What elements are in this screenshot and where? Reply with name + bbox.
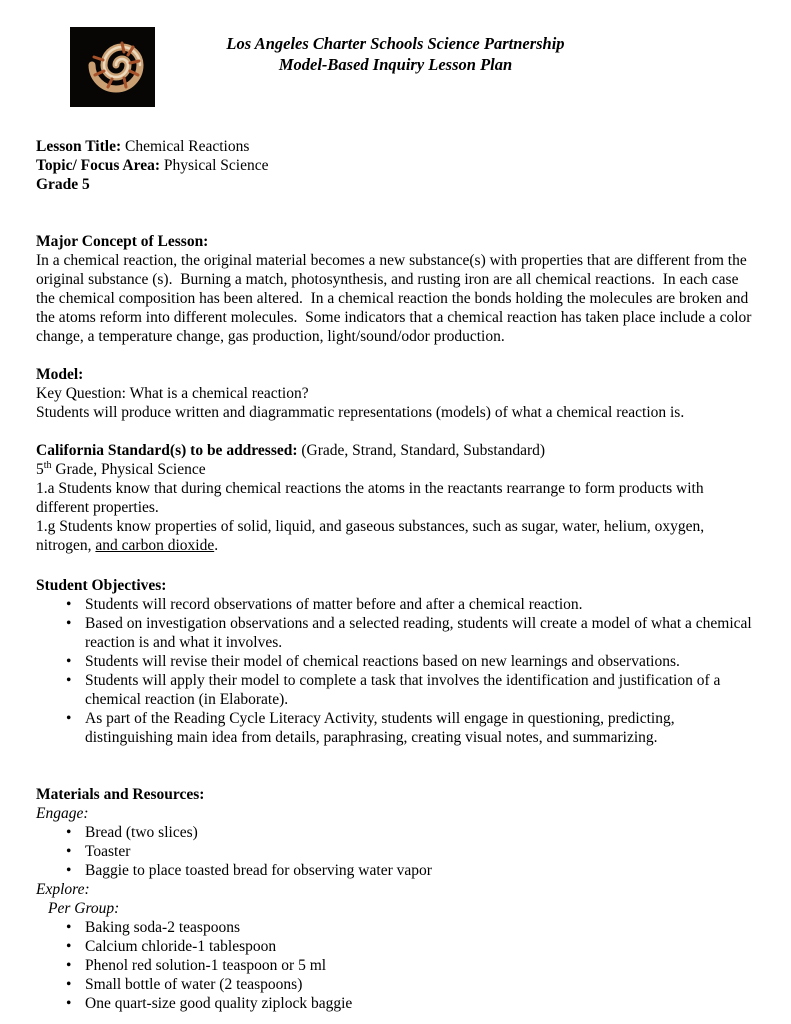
grade-rest: Grade, Physical Science (51, 461, 206, 478)
grade-number: 5 (36, 461, 44, 478)
document-header (36, 0, 755, 107)
section-standards (36, 441, 755, 555)
material-item: • Calcium chloride-1 tablespoon (64, 937, 755, 956)
grade-line: Grade 5 (36, 176, 90, 193)
nautilus-shell-image (70, 27, 155, 107)
material-item: • Small bottle of water (2 teaspoons) (64, 975, 755, 994)
topic-value: Physical Science (163, 157, 269, 174)
grade-ordinal: th (43, 459, 52, 471)
objectives-label: Student Objectives: (36, 577, 167, 594)
objective-item: • Students will revise their model of chemical reactions based on new learnings and observations. (64, 652, 755, 671)
standard-1g-underlined: and carbon dioxide (95, 537, 215, 554)
lesson-title-value: Chemical Reactions (125, 138, 250, 155)
standard-1a: 1.a Students know that during chemical reactions the atoms in the reactants rearrange to form products with different properties. (36, 480, 704, 516)
material-item: • Phenol red solution-1 teaspoon or 5 ml (64, 956, 755, 975)
topic-line (36, 156, 755, 175)
objective-item: • Students will record observations of matter before and after a chemical reaction. (64, 595, 755, 614)
section-student-objectives (36, 576, 755, 747)
material-item: • Bread (two slices) (64, 823, 755, 842)
standards-label-line (36, 441, 755, 460)
per-group-label: Per Group: (48, 900, 120, 917)
standards-label: California Standard(s) to be addressed: (36, 442, 298, 459)
section-major-concept (36, 232, 755, 346)
explore-label: Explore: (36, 881, 90, 898)
standards-grade-line (36, 460, 755, 479)
model-description: Students will produce written and diagrammatic representations (models) of what a chemical reaction is. (36, 404, 685, 421)
major-concept-paragraph: In a chemical reaction, the original material becomes a new substance(s) with properties that are different from the original substance (s). Burning a match, photosynthesis, and rusting iron are all chemical reactions. In each case the chemical composition has been altered. In a chemical reaction the bonds holding the molecules are broken and the atoms reform into different molecules. Some indicators that a chemical reaction has taken place include a color change, a temperature change, gas production, light/sound/odor production. (36, 252, 756, 345)
engage-label: Engage: (36, 805, 89, 822)
material-item: • Baggie to place toasted bread for observing water vapor (64, 861, 755, 880)
standard-1g (36, 517, 755, 555)
material-item: • One quart-size good quality ziplock baggie (64, 994, 755, 1013)
title-line-2: Model-Based Inquiry Lesson Plan (278, 55, 513, 74)
lesson-meta (36, 137, 755, 194)
standard-1g-prefix: 1.g Students know properties of solid, liquid, and gaseous substances, such as sugar, water, helium, oxygen, nitrogen, (36, 518, 705, 554)
topic-label: Topic/ Focus Area: (36, 157, 161, 174)
standards-label-note: (Grade, Strand, Standard, Substandard) (301, 442, 546, 459)
title-line-1: Los Angeles Charter Schools Science Partnership (226, 34, 565, 53)
materials-label: Materials and Resources: (36, 786, 205, 803)
section-model (36, 365, 755, 422)
model-label: Model: (36, 366, 84, 383)
objectives-list (64, 595, 755, 747)
major-concept-label: Major Concept of Lesson: (36, 233, 209, 250)
objective-item: • As part of the Reading Cycle Literacy Activity, students will engage in questioning, predicting, distinguishing main idea from details, paraphrasing, creating visual notes, and summarizing. (64, 709, 755, 747)
section-materials-resources (36, 785, 755, 1013)
model-key-question: Key Question: What is a chemical reaction? (36, 385, 309, 402)
objective-item: • Based on investigation observations and a selected reading, students will create a model of what a chemical reaction is and what it involves. (64, 614, 755, 652)
standard-1g-suffix: . (214, 537, 219, 554)
material-item: • Toaster (64, 842, 755, 861)
material-item: • Baking soda-2 teaspoons (64, 918, 755, 937)
lesson-title-line (36, 137, 755, 156)
objective-item: • Students will apply their model to complete a task that involves the identification and justification of a chemical reaction (in Elaborate). (64, 671, 755, 709)
per-group-materials-list (64, 918, 755, 1013)
engage-materials-list (64, 823, 755, 880)
lesson-title-label: Lesson Title: (36, 138, 122, 155)
